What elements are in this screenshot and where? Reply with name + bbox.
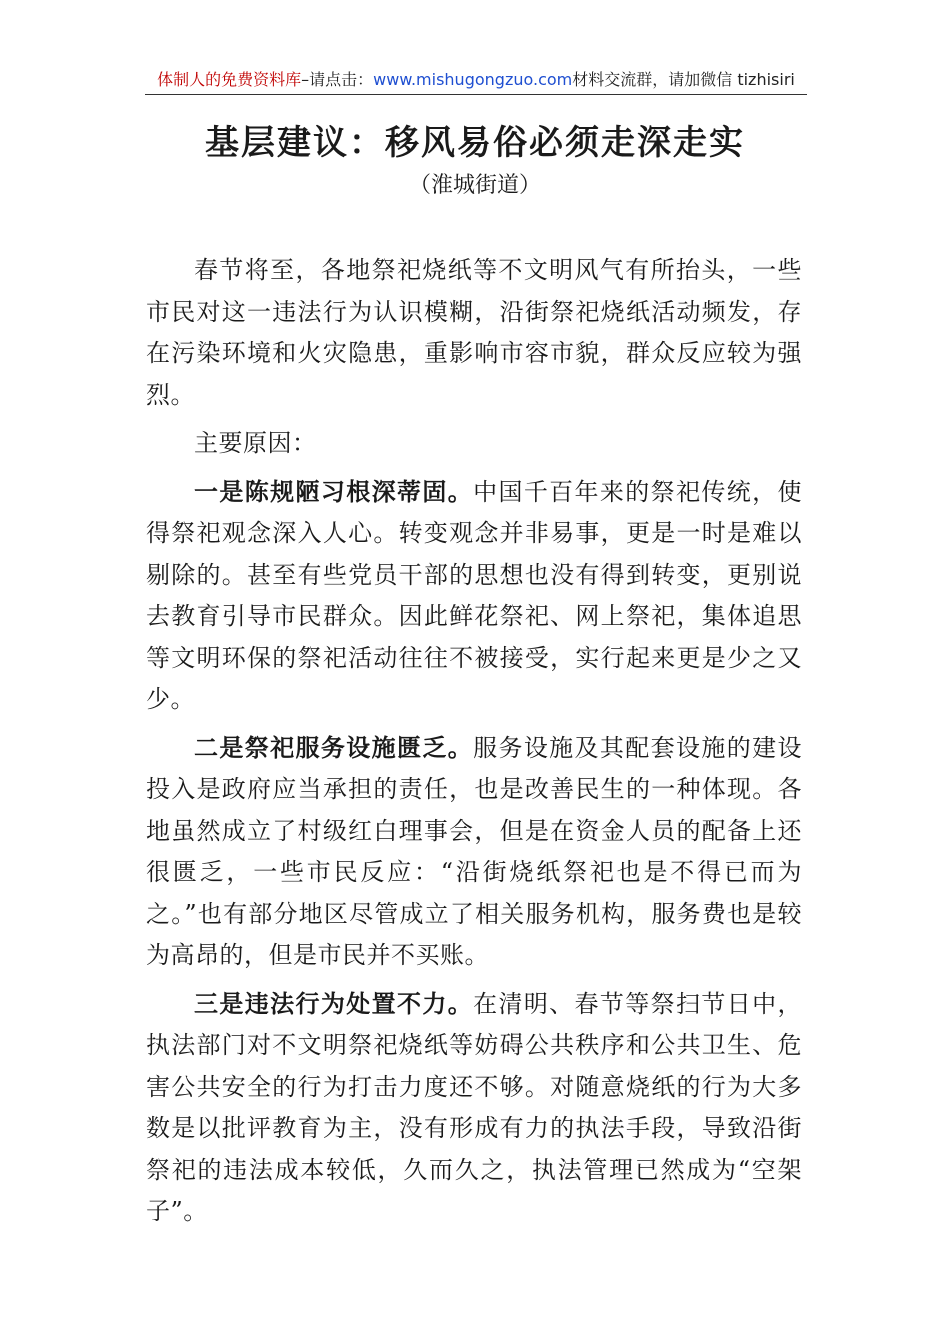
header-wechat-note: 材料交流群，请加微信 tizhisiri [572, 70, 795, 89]
reason-paragraph-3 [146, 984, 802, 1233]
reason-3-text: 在清明、春节等祭扫节日中，执法部门对不文明祭祀烧纸等妨碍公共秩序和公共卫生、危害公共安全的行为打击力度还不够。对随意烧纸的行为大多数是以批评教育为主，没有形成有力的执法手段，导致沿街祭祀的违法成本较低，久而久之，执法管理已然成为“空架子”。 [146, 989, 803, 1225]
reason-1-lead: 一是陈规陋习根深蒂固。 [194, 477, 474, 506]
reason-paragraph-2 [146, 728, 802, 977]
reason-2-lead: 二是祭祀服务设施匮乏。 [194, 733, 474, 762]
reason-1-text: 中国千百年来的祭祀传统，使得祭祀观念深入人心。转变观念并非易事，更是一时是难以剔除的。甚至有些党员干部的思想也没有得到转变，更别说去教育引导市民群众。因此鲜花祭祀、网上祭祀，集体追思等文明环保的祭祀活动往往不被接受，实行起来更是少之又少。 [146, 477, 803, 713]
header-url-link[interactable]: www.mishugongzuo.com [373, 70, 573, 89]
header-site-name: 体制人的免费资料库 [157, 70, 302, 89]
document-body [146, 250, 802, 1240]
reason-3-lead: 三是违法行为处置不力。 [194, 989, 474, 1018]
reason-2-text: 服务设施及其配套设施的建设投入是政府应当承担的责任，也是改善民生的一种体现。各地虽然成立了村级红白理事会，但是在资金人员的配备上还很匮乏，一些市民反应：“沿街烧纸祭祀也是不得已而为之。”也有部分地区尽管成立了相关服务机构，服务费也是较为高昂的，但是市民并不买账。 [146, 733, 803, 969]
reason-paragraph-1 [146, 472, 802, 721]
intro-paragraph: 春节将至，各地祭祀烧纸等不文明风气有所抬头，一些市民对这一违法行为认识模糊，沿街祭祀烧纸活动频发，存在污染环境和火灾隐患，重影响市容市貌，群众反应较为强烈。 [146, 256, 802, 409]
reasons-heading: 主要原因： [194, 429, 317, 457]
document-title: 基层建议：移风易俗必须走深走实 [205, 123, 745, 163]
header-prompt: –请点击： [301, 70, 374, 89]
document-subtitle: （淮城街道） [408, 173, 541, 198]
page-header [145, 66, 807, 95]
